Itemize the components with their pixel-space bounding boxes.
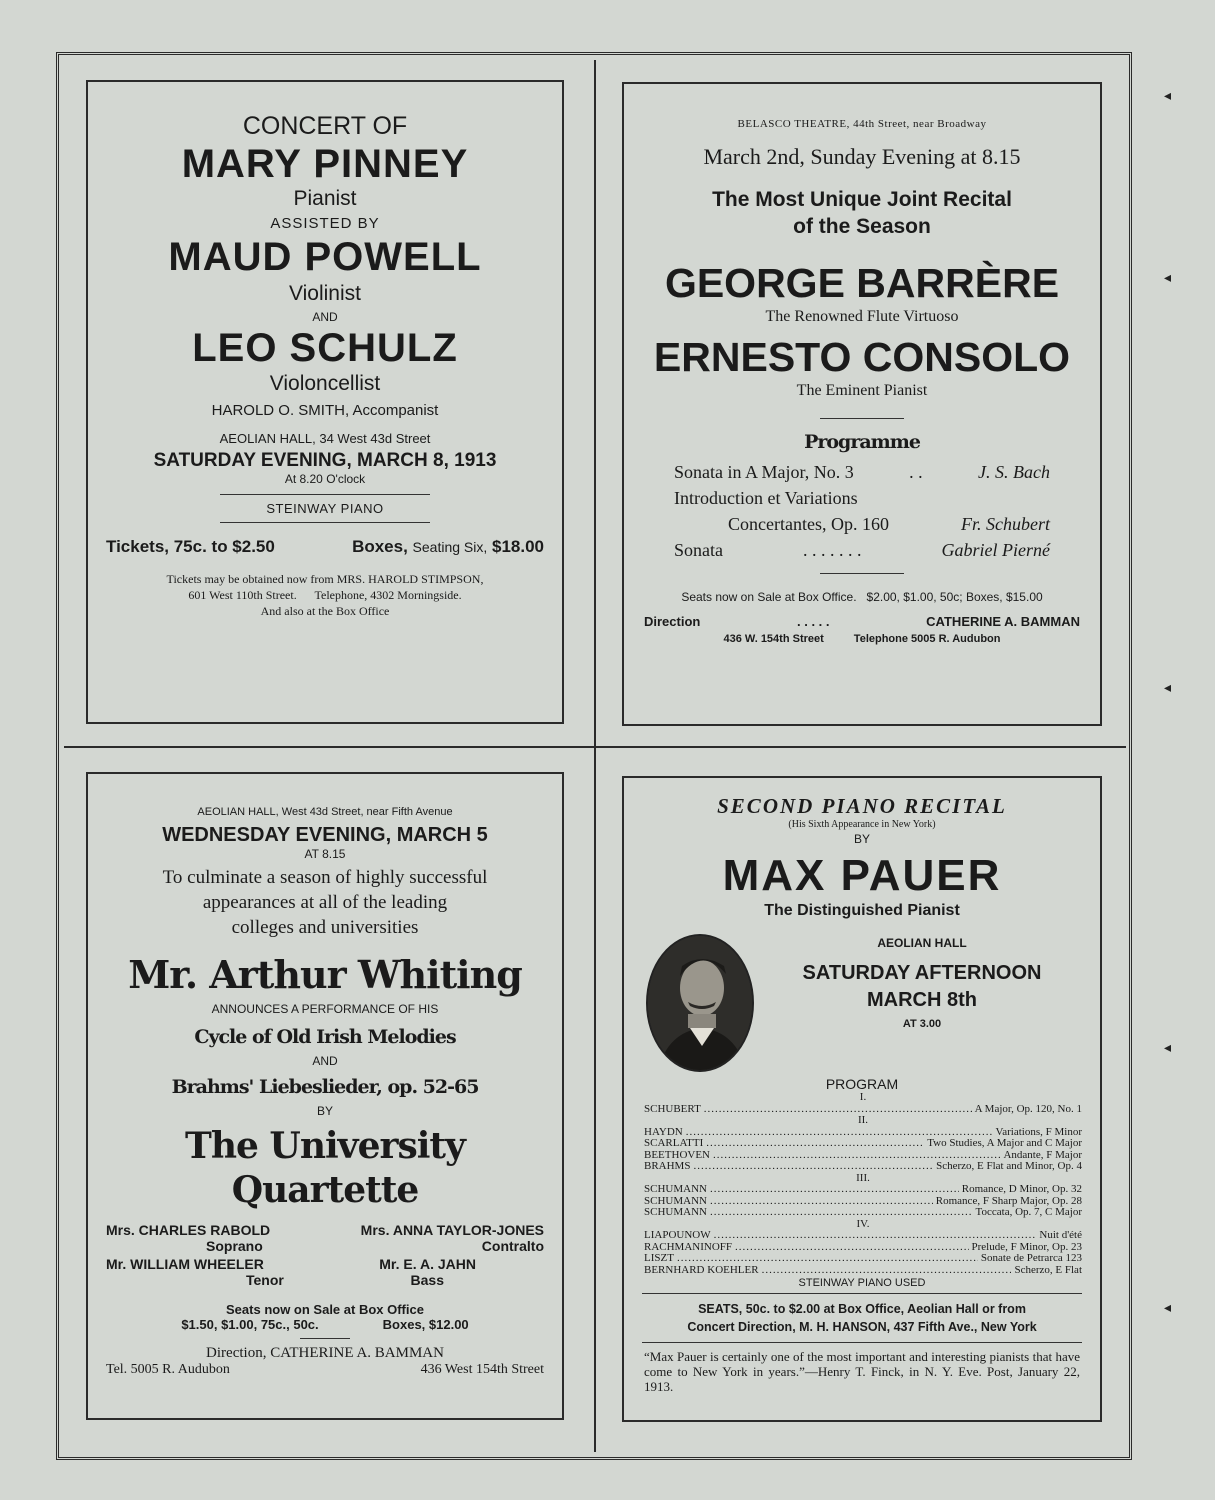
composer-name: BERNHARD KOEHLER (644, 1263, 759, 1276)
singers-list (88, 1222, 562, 1288)
venue-name: AEOLIAN HALL, (219, 431, 316, 446)
programme-list (624, 459, 1100, 563)
performer-role: The Renowned Flute Virtuoso (765, 308, 959, 325)
leader-dots (710, 1207, 973, 1219)
work-title: Two Studies, A Major and C Major (927, 1137, 1082, 1149)
program-section-numeral: II. (857, 1114, 869, 1126)
mary-pinney-concert-ad (86, 80, 564, 724)
program-item (644, 1207, 1082, 1219)
performer-name-leo-schulz: LEO SCHULZ (192, 326, 458, 370)
programme-item (674, 459, 1050, 485)
and-label: AND (312, 1054, 338, 1068)
concert-date: March 2nd, Sunday Evening at 8.15 (703, 144, 1021, 169)
divider-rule (820, 418, 904, 419)
margin-mark: ◂ (1163, 1301, 1171, 1316)
concert-date: SATURDAY EVENING, MARCH 8, 1913 (153, 450, 497, 471)
concert-time: At 8.20 O'clock (284, 472, 366, 486)
intro-line: appearances at all of the leading (202, 892, 448, 913)
composer-name: SCHUBERT (644, 1102, 701, 1115)
program-item (644, 1161, 1082, 1173)
work-title: A Major, Op. 120, No. 1 (974, 1102, 1082, 1115)
seats-line: Seats now on Sale at Box Office. $2.00, $1.00, 50c; Boxes, $15.00 (681, 590, 1043, 604)
work-title: Variations, F Minor (995, 1125, 1082, 1138)
composer-name: Gabriel Pierné (941, 540, 1050, 560)
singer-name: Mr. WILLIAM WHEELER (106, 1256, 264, 1272)
intro-line: To culminate a season of highly successful (162, 867, 488, 888)
portrait-icon (648, 936, 752, 1070)
concert-day: SATURDAY AFTERNOON (802, 962, 1042, 984)
margin-mark: ◂ (1163, 1041, 1171, 1056)
composer-name: RACHMANINOFF (644, 1240, 733, 1253)
ticket-prices (88, 537, 562, 557)
leader-dots (710, 1184, 959, 1196)
singer-voice: Soprano (206, 1238, 263, 1254)
composer-name: J. S. Bach (978, 462, 1050, 482)
ticket-note: Tickets may be obtained now from MRS. HAROLD STIMPSON, (166, 572, 484, 586)
leader-dots (704, 1104, 972, 1116)
composer-name: BRAHMS (644, 1160, 691, 1172)
program-label: PROGRAM (825, 1076, 899, 1092)
piano-label: STEINWAY PIANO (266, 501, 384, 516)
max-pauer-recital-ad (622, 776, 1102, 1422)
boxes-label: Boxes, (352, 537, 408, 556)
singer-name: Mrs. CHARLES RABOLD (106, 1222, 271, 1238)
headline-line: of the Season (793, 215, 931, 238)
ticket-prices: $1.50, $1.00, 75c., 50c. (181, 1317, 319, 1332)
by-label: BY (853, 832, 870, 846)
concert-time: AT 8.15 (304, 847, 346, 861)
programme-item: Introduction et Variations (674, 488, 858, 508)
boxes-price-line (352, 537, 544, 557)
contact-telephone: Tel. 5005 R. Audubon (106, 1362, 230, 1377)
work-title: Andante, F Major (1003, 1148, 1082, 1161)
seats-info (624, 1300, 1100, 1336)
programme-item (674, 537, 1050, 563)
leader-dots (677, 1253, 978, 1265)
work-title: Toccata, Op. 7, C Major (975, 1206, 1082, 1218)
accompanist-line (88, 402, 562, 419)
composer-name: LIAPOUNOW (644, 1229, 711, 1241)
divider-rule (220, 522, 430, 523)
concert-time: AT 3.00 (902, 1018, 942, 1030)
ticket-notes (88, 571, 562, 619)
event-details (754, 926, 1100, 1030)
contact-telephone: Telephone 5005 R. Audubon (853, 633, 1001, 645)
contact-address: 436 W. 154th Street (723, 633, 824, 645)
singer-voice: Bass (410, 1272, 444, 1288)
performer-role: Violinist (289, 282, 361, 305)
composer-name: SCHUMANN (644, 1206, 707, 1218)
portrait-block (624, 926, 1100, 1072)
composer-name: Fr. Schubert (961, 514, 1050, 534)
contact-line (88, 1362, 562, 1378)
recital-subtitle: (His Sixth Appearance in New York) (788, 819, 936, 830)
performer-role: The Eminent Pianist (796, 382, 928, 399)
concert-date: WEDNESDAY EVENING, MARCH 5 (162, 824, 488, 846)
ticket-note: And also at the Box Office (260, 604, 390, 618)
composer-name: SCHUMANN (644, 1194, 707, 1207)
and-label: AND (312, 310, 338, 324)
leader-dots: . . (909, 462, 923, 482)
divider-rule (642, 1342, 1082, 1343)
barrere-consolo-recital-ad (622, 82, 1102, 726)
program-section-numeral: IV. (856, 1217, 870, 1230)
work-title: Sonata in A Major, No. 3 (674, 462, 854, 482)
piano-label: STEINWAY PIANO USED (798, 1277, 926, 1289)
work-title: Nuit d'été (1039, 1229, 1082, 1241)
venue-line: AEOLIAN HALL (877, 936, 967, 950)
program-item (644, 1265, 1082, 1277)
arthur-whiting-concert-ad (86, 772, 564, 1420)
leader-dots: . . . . . (797, 614, 830, 629)
seats-line: Concert Direction, M. H. HANSON, 437 Fifth Ave., New York (687, 1320, 1037, 1334)
boxes-note: Seating Six, (412, 539, 488, 555)
program-item (644, 1253, 1082, 1265)
venue-line: BELASCO THEATRE, 44th Street, near Broadway (737, 118, 987, 130)
ticket-note-street: 601 West 110th Street. (188, 588, 297, 602)
direction-line: Direction, CATHERINE A. BAMMAN (206, 1345, 444, 1361)
work-title: Concertantes, Op. 160 (728, 514, 889, 534)
leader-dots: . . . . . . . (803, 540, 862, 560)
margin-mark: ◂ (1163, 271, 1171, 286)
margin-mark: ◂ (1163, 681, 1171, 696)
leader-dots (735, 1242, 968, 1254)
direction-line (624, 614, 1100, 629)
tickets-price: Tickets, 75c. to $2.50 (106, 537, 275, 556)
work-title: Prelude, F Minor, Op. 23 (971, 1240, 1082, 1253)
leader-dots (706, 1138, 924, 1150)
work-title: Romance, D Minor, Op. 32 (961, 1183, 1082, 1195)
work-title: Cycle of Old Irish Melodies (194, 1026, 456, 1048)
headline-line: The Most Unique Joint Recital (712, 188, 1012, 211)
recital-title: SECOND PIANO RECITAL (717, 794, 1007, 818)
intro-text (88, 865, 562, 940)
margin-mark: ◂ (1163, 89, 1171, 104)
composer-name: SCHUMANN (644, 1183, 707, 1195)
composer-name: SCARLATTI (644, 1137, 704, 1149)
leader-dots (710, 1196, 933, 1208)
concert-date: MARCH 8th (867, 989, 977, 1011)
prices-line (88, 1317, 562, 1332)
accompanist-name: HAROLD O. SMITH, (211, 402, 350, 419)
performer-name-max-pauer: MAX PAUER (722, 851, 1002, 900)
work-title: Sonata (674, 540, 723, 560)
leader-dots (693, 1161, 933, 1173)
boxes-price: $18.00 (492, 537, 544, 556)
director-name: CATHERINE A. BAMMAN (926, 614, 1080, 629)
program-section-numeral: III. (856, 1171, 870, 1184)
performer-name-george-barrere: GEORGE BARRÈRE (664, 260, 1060, 306)
divider-rule (642, 1293, 1082, 1294)
divider-rule (820, 573, 904, 574)
announces-label: ANNOUNCES A PERFORMANCE OF HIS (211, 1002, 439, 1016)
divider-rule (220, 494, 430, 495)
singer-name: Mr. E. A. JAHN (379, 1256, 476, 1272)
contact-line (624, 633, 1100, 645)
by-label: BY (316, 1104, 333, 1118)
performer-name-maud-powell: MAUD POWELL (168, 235, 482, 279)
composer-name: BEETHOVEN (644, 1148, 710, 1161)
accompanist-role: Accompanist (352, 402, 439, 419)
performer-role: Violoncellist (269, 372, 381, 395)
divider-rule (300, 1338, 350, 1339)
composer-name: LISZT (644, 1252, 674, 1264)
work-title: Scherzo, E Flat and Minor, Op. 4 (936, 1160, 1082, 1172)
performer-role: Pianist (293, 187, 357, 210)
work-title: Brahms' Liebeslieder, op. 52-65 (171, 1076, 479, 1098)
seats-line: Seats now on Sale at Box Office (226, 1302, 424, 1317)
leader-dots (714, 1230, 1037, 1242)
intro-line: colleges and universities (231, 917, 419, 938)
performer-name-ernesto-consolo: ERNESTO CONSOLO (653, 334, 1071, 380)
programme-item (674, 511, 1050, 537)
singer-name: Mrs. ANNA TAYLOR-JONES (360, 1222, 544, 1238)
contact-address: 436 West 154th Street (420, 1362, 544, 1377)
program-list (624, 1092, 1100, 1276)
program-item (644, 1230, 1082, 1242)
assisted-by-label: ASSISTED BY (270, 215, 380, 232)
seats-line: SEATS, 50c. to $2.00 at Box Office, Aeolian Hall or from (698, 1302, 1026, 1316)
singer-voice: Tenor (246, 1272, 284, 1288)
performer-name-mary-pinney: MARY PINNEY (181, 142, 469, 186)
work-title: Scherzo, E Flat (1014, 1263, 1082, 1276)
programme-title: Programme (804, 431, 920, 453)
program-item (644, 1184, 1082, 1196)
venue-address: 34 West 43d Street (319, 431, 431, 446)
venue-line: AEOLIAN HALL, West 43d Street, near Fifth Avenue (197, 806, 453, 818)
portrait-photo (646, 934, 754, 1072)
leader-dots (762, 1265, 1012, 1277)
program-item (644, 1138, 1082, 1150)
singer-voice: Contralto (481, 1238, 544, 1254)
work-title: Romance, F Sharp Major, Op. 28 (935, 1194, 1082, 1207)
ensemble-name: The University Quartette (185, 1125, 465, 1211)
direction-label: Direction (644, 614, 701, 629)
performer-role: The Distinguished Pianist (764, 902, 960, 919)
vertical-divider (594, 60, 596, 1452)
ticket-note-address (88, 587, 562, 603)
boxes-price: Boxes, $12.00 (382, 1317, 469, 1332)
performer-name-arthur-whiting: Mr. Arthur Whiting (128, 952, 522, 997)
work-title: Sonate de Petrarca 123 (980, 1252, 1082, 1264)
press-quote: “Max Pauer is certainly one of the most important and interesting pianists that have come to New York in years.”—Henry T. Finck, in N. Y. Eve. Post, January 22, 1913. (644, 1349, 1080, 1394)
concert-of-label: CONCERT OF (242, 112, 408, 140)
composer-name: HAYDN (644, 1125, 683, 1138)
program-section-numeral: I. (859, 1091, 867, 1103)
venue-line (88, 431, 562, 446)
ticket-note-telephone: Telephone, 4302 Morningside. (314, 588, 462, 602)
